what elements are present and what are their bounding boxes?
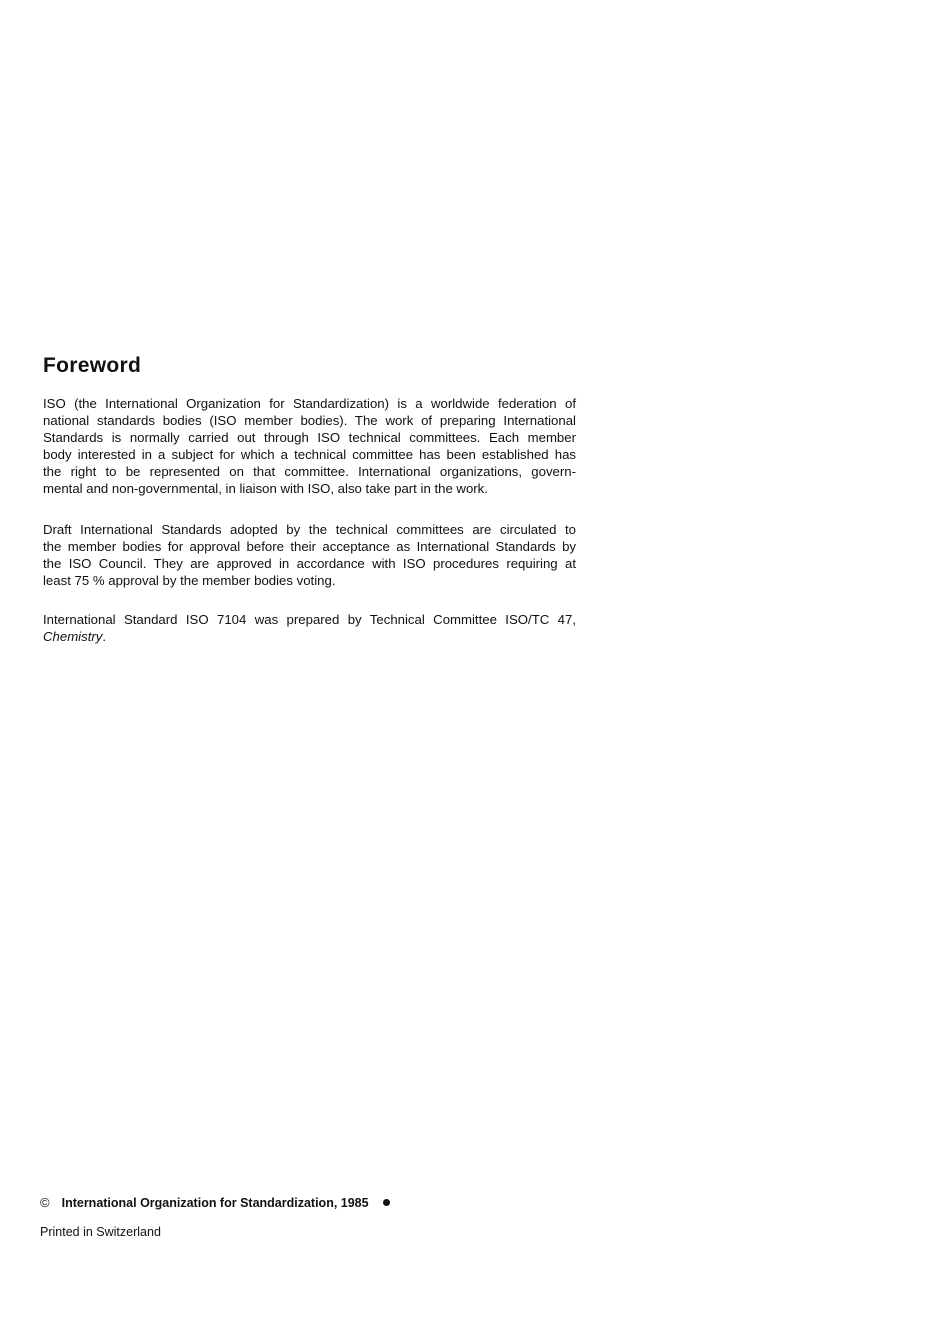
copyright-icon: © — [40, 1195, 50, 1210]
foreword-paragraph-1 — [43, 395, 576, 497]
paragraph-line: body interested in a subject for which a technical committee has been established has — [43, 447, 576, 462]
bullet-icon — [383, 1199, 390, 1206]
paragraph-line: least 75 % approval by the member bodies voting. — [43, 573, 336, 588]
paragraph-line: national standards bodies (ISO member bodies). The work of preparing International — [43, 413, 576, 428]
copyright-text: International Organization for Standardization, 1985 — [61, 1195, 369, 1210]
page-title: Foreword — [43, 354, 142, 377]
paragraph-line: Standards is normally carried out through ISO technical committees. Each member — [43, 430, 576, 445]
paragraph-line: ISO (the International Organization for Standardization) is a worldwide federation of — [43, 396, 576, 411]
paragraph-line: the ISO Council. They are approved in accordance with ISO procedures requiring at — [43, 556, 576, 571]
foreword-paragraph-3 — [43, 611, 576, 645]
copyright-notice — [40, 1195, 390, 1210]
paragraph-line: Draft International Standards adopted by the technical committees are circulated to — [43, 522, 576, 537]
printed-location: Printed in Switzerland — [40, 1225, 161, 1239]
paragraph-line — [43, 628, 576, 645]
paragraph-end-punctuation: . — [102, 629, 107, 644]
paragraph-line: the member bodies for approval before their acceptance as International Standards by — [43, 539, 576, 554]
committee-name: Chemistry — [43, 629, 103, 644]
paragraph-line: International Standard ISO 7104 was prepared by Technical Committee ISO/TC 47, — [43, 612, 576, 627]
paragraph-line: the right to be represented on that committee. International organizations, govern- — [43, 464, 576, 479]
paragraph-line: mental and non-governmental, in liaison with ISO, also take part in the work. — [43, 481, 488, 496]
foreword-paragraph-2 — [43, 521, 576, 589]
